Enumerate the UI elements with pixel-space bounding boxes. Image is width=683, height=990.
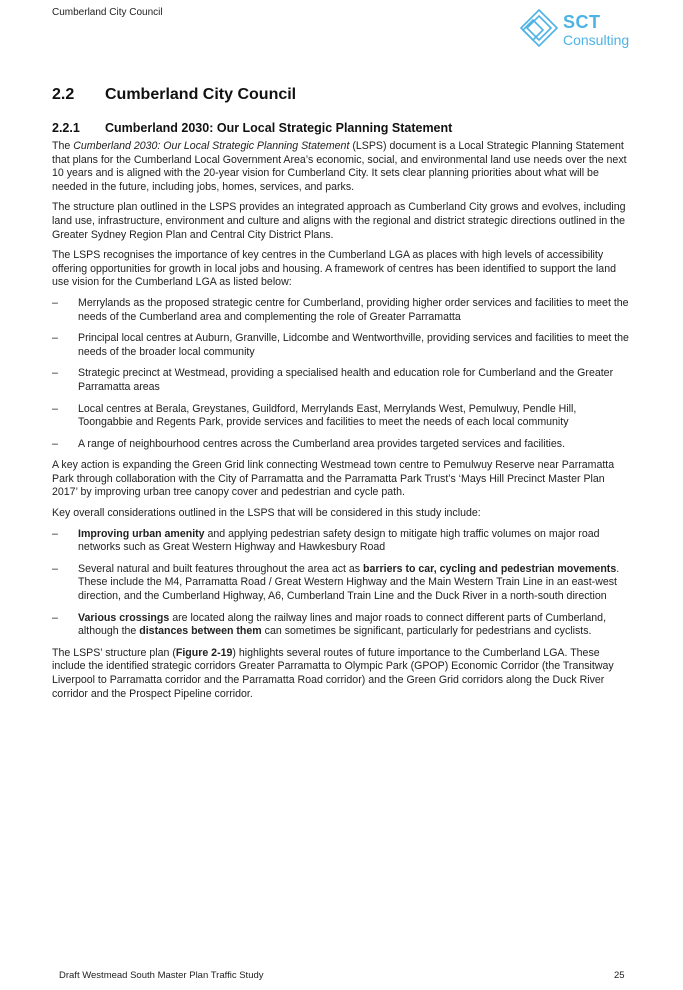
list-item: – Local centres at Berala, Greystanes, Guildford, Merrylands East, Merrylands West, Pemulwuy, Pendle Hill, Toongabbie and Regents Park, provide services and facilities to meet the needs of each local community	[52, 402, 577, 429]
p1-post: (LSPS) document is a Local Strategic Planning Statement that plans for the Cumberland Local Government Area’s economic, social, and environmental land use needs over the next 10 years and is aligned with the 20-year vision for Cumberland City. It sets clear planning priorities about what will be needed in the future, including jobs, homes, services, and parks.	[52, 140, 627, 193]
paragraph-intro	[52, 140, 632, 194]
document-body	[52, 86, 632, 708]
footer-document-title: Draft Westmead South Master Plan Traffic Study	[59, 970, 264, 981]
diamond-logo-icon	[517, 8, 563, 52]
list-dash: –	[52, 527, 58, 540]
section-heading	[52, 86, 632, 104]
subsection-heading	[52, 121, 632, 135]
list-dash: –	[52, 367, 58, 380]
p1-document-title: Cumberland 2030: Our Local Strategic Planning Statement	[73, 140, 350, 152]
running-header: Cumberland City Council	[52, 7, 163, 18]
list-dash: –	[52, 296, 58, 309]
footer-page-number: 25	[614, 970, 625, 981]
logo-text-consulting: Consulting	[563, 32, 630, 48]
list-dash: –	[52, 402, 58, 415]
subsection-number: 2.2.1	[52, 121, 80, 135]
section-title: Cumberland City Council	[105, 86, 297, 103]
paragraph-green-grid: A key action is expanding the Green Grid link connecting Westmead town centre to Pemulwuy Reserve near Parramatta Park through collaboration with the City of Parramatta and the Parramatta Park Trust’s ‘Mays Hill Precinct Master Plan 2017’ by improving urban tree canopy cover and pedestrian and cycle path.	[52, 459, 615, 499]
company-logo	[517, 8, 637, 52]
list-item: – Various crossings are located along the railway lines and major roads to connect different parts of Cumberland, although the distances between them can sometimes be significant, particularly for pedestrians and cyclists.	[52, 611, 607, 638]
centres-list	[52, 297, 632, 451]
considerations-list	[52, 528, 632, 639]
paragraph-centres: The LSPS recognises the importance of key centres in the Cumberland LGA as places with high levels of accessibility offering opportunities for growth in local jobs and housing. A framework of centres has been identified to support the land use vision for the Cumberland LGA as listed below:	[52, 249, 616, 289]
list-dash: –	[52, 437, 58, 450]
list-dash: –	[52, 611, 58, 624]
logo-text-sct: SCT	[563, 12, 601, 32]
section-number: 2.2	[52, 86, 75, 103]
p1-pre: The	[52, 140, 74, 152]
paragraph-structure-plan: The structure plan outlined in the LSPS provides an integrated approach as Cumberland City grows and evolves, including land use, infrastructure, environment and culture and aligns with the regional and district strategic directions outlined in the Greater Sydney Region Plan and Central City District Plans.	[52, 201, 626, 241]
list-item: – Merrylands as the proposed strategic centre for Cumberland, providing higher order services and facilities to meet the needs of the Cumberland area and complementing the role of Greater Parramatta	[52, 296, 629, 323]
list-dash: –	[52, 332, 58, 345]
subsection-title: Cumberland 2030: Our Local Strategic Planning Statement	[105, 121, 453, 135]
list-item: – Several natural and built features throughout the area act as barriers to car, cycling and pedestrian movements. These include the M4, Parramatta Road / Great Western Highway and the Main Western Train Line in an east-west direction, and the Cumberland Highway, A6, Cumberland Train Line and the Duck River in a north-south direction	[52, 562, 620, 603]
list-item: – A range of neighbourhood centres across the Cumberland area provides targeted services and facilities.	[52, 437, 566, 450]
list-item: – Strategic precinct at Westmead, providing a specialised health and education role for Cumberland and the Greater Parramatta areas	[52, 367, 614, 393]
list-dash: –	[52, 562, 58, 575]
list-item: – Principal local centres at Auburn, Granville, Lidcombe and Wentworthville, providing services and facilities to meet the needs of the broader local community	[52, 332, 629, 358]
paragraph-considerations: Key overall considerations outlined in the LSPS that will be considered in this study include:	[52, 507, 481, 520]
list-item: – Improving urban amenity and applying pedestrian safety design to mitigate high traffic volumes on major road networks such as Great Western Highway and Hawkesbury Road	[52, 527, 600, 554]
paragraph-structure-routes: The LSPS’ structure plan (Figure 2-19) highlights several routes of future importance to the Cumberland LGA. These include the identified strategic corridors Greater Parramatta to Olympic Park (GPOP) Economic Corridor (the Transitway Liverpool to Parramatta corridor and the Parramatta Road corridor) and the Green Grid corridors along the Duck River corridor and the Prospect Pipeline corridor.	[52, 646, 614, 700]
figure-reference-link[interactable]: Figure 2-19	[175, 646, 233, 659]
